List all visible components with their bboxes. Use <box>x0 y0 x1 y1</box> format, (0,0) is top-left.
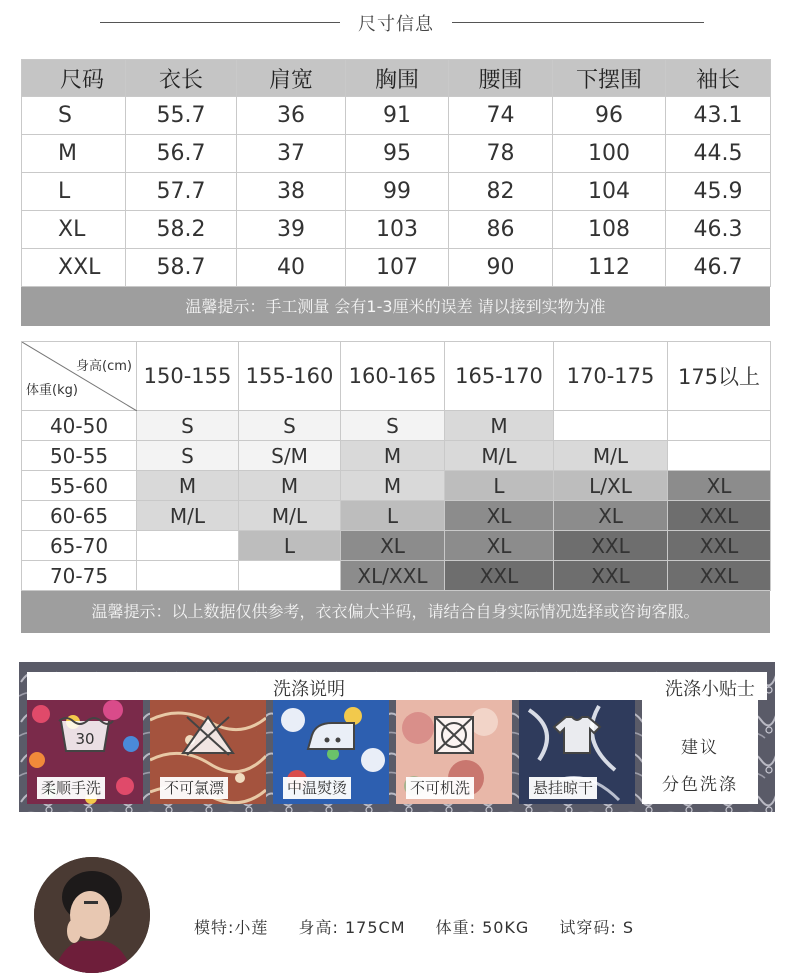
care-item-hand-wash <box>27 700 143 804</box>
table-row <box>22 531 771 561</box>
table-cell: L <box>22 173 126 211</box>
table-row <box>22 441 771 471</box>
size-recommendation-cell: XL <box>445 501 554 531</box>
fit-table <box>21 341 770 633</box>
header-length: 衣长 <box>126 60 237 97</box>
size-recommendation-cell: M/L <box>445 441 554 471</box>
weight-range-cell: 60-65 <box>22 501 137 531</box>
table-cell: 104 <box>553 173 666 211</box>
table-row <box>22 211 771 249</box>
wash-temp: 30 <box>75 730 95 748</box>
table-cell: 56.7 <box>126 135 237 173</box>
table-cell: 44.5 <box>666 135 771 173</box>
size-recommendation-cell: XL <box>445 531 554 561</box>
table-cell: 100 <box>553 135 666 173</box>
height-range-header: 165-170 <box>445 342 554 411</box>
size-recommendation-cell: M <box>137 471 239 501</box>
table-cell: S <box>22 97 126 135</box>
table-row <box>22 501 771 531</box>
header-waist: 腰围 <box>449 60 553 97</box>
table-cell: 46.7 <box>666 249 771 287</box>
table-row <box>22 249 771 287</box>
table-row <box>22 411 771 441</box>
size-recommendation-cell: M/L <box>554 441 668 471</box>
weight-range-cell: 50-55 <box>22 441 137 471</box>
size-recommendation-cell: XL <box>554 501 668 531</box>
section-header <box>0 0 790 42</box>
corner-diagonal <box>22 342 137 411</box>
care-suggestion <box>642 700 758 804</box>
size-recommendation-cell: M <box>239 471 341 501</box>
height-range-header: 150-155 <box>137 342 239 411</box>
table-cell: XXL <box>22 249 126 287</box>
height-axis-label: 身高(cm) <box>76 359 132 374</box>
size-recommendation-cell: M/L <box>137 501 239 531</box>
size-recommendation-cell: XXL <box>668 501 771 531</box>
table-cell: 90 <box>449 249 553 287</box>
table-cell: 36 <box>237 97 346 135</box>
table-cell: XL <box>22 211 126 249</box>
size-recommendation-cell <box>668 441 771 471</box>
table-cell: 82 <box>449 173 553 211</box>
divider-left <box>100 22 340 23</box>
table-cell: 58.7 <box>126 249 237 287</box>
table-cell: 46.3 <box>666 211 771 249</box>
table-row <box>22 97 771 135</box>
model-portrait <box>34 857 150 973</box>
suggestion-line-2: 分色洗涤 <box>662 775 738 795</box>
size-recommendation-cell: L <box>445 471 554 501</box>
size-recommendation-cell: L <box>341 501 445 531</box>
model-info <box>194 915 658 938</box>
size-table-tip: 温馨提示：手工测量 会有1-3厘米的误差 请以接到实物为准 <box>21 287 770 326</box>
header-hem: 下摆围 <box>553 60 666 97</box>
table-cell: 40 <box>237 249 346 287</box>
size-recommendation-cell: S <box>137 411 239 441</box>
table-cell: 45.9 <box>666 173 771 211</box>
weight-range-cell: 70-75 <box>22 561 137 591</box>
weight-range-cell: 65-70 <box>22 531 137 561</box>
care-item-no-bleach <box>150 700 266 804</box>
table-cell: M <box>22 135 126 173</box>
size-recommendation-cell: M <box>341 441 445 471</box>
table-cell: 95 <box>346 135 449 173</box>
size-recommendation-cell: XL <box>341 531 445 561</box>
size-recommendation-cell <box>137 531 239 561</box>
table-row <box>22 471 771 501</box>
table-cell: 107 <box>346 249 449 287</box>
care-label: 中温熨烫 <box>283 777 351 799</box>
care-tips-title: 洗涤小贴士 <box>665 679 755 700</box>
table-cell: 99 <box>346 173 449 211</box>
table-cell: 103 <box>346 211 449 249</box>
table-cell: 57.7 <box>126 173 237 211</box>
size-recommendation-cell: S <box>239 411 341 441</box>
size-recommendation-cell: XXL <box>554 561 668 591</box>
table-cell: 38 <box>237 173 346 211</box>
no-bleach-icon <box>179 713 237 757</box>
size-recommendation-cell: XXL <box>445 561 554 591</box>
hand-wash-30-icon <box>56 713 114 757</box>
size-recommendation-cell <box>554 411 668 441</box>
page-title: 尺寸信息 <box>358 14 434 35</box>
model-size: 试穿码: S <box>559 918 635 937</box>
table-cell: 96 <box>553 97 666 135</box>
size-recommendation-cell: XXL <box>554 531 668 561</box>
size-recommendation-cell: XXL <box>668 561 771 591</box>
size-recommendation-cell: M <box>445 411 554 441</box>
model-name: 模特:小莲 <box>194 918 269 937</box>
table-cell: 43.1 <box>666 97 771 135</box>
fit-table-header <box>22 342 771 411</box>
size-recommendation-cell <box>137 561 239 591</box>
table-cell: 39 <box>237 211 346 249</box>
care-label: 柔顺手洗 <box>37 777 105 799</box>
weight-range-cell: 55-60 <box>22 471 137 501</box>
table-cell: 91 <box>346 97 449 135</box>
no-machine-wash-icon <box>425 713 483 757</box>
care-instructions <box>19 662 775 812</box>
size-recommendation-cell: L <box>239 531 341 561</box>
height-range-header: 155-160 <box>239 342 341 411</box>
size-recommendation-cell: XL/XXL <box>341 561 445 591</box>
size-recommendation-cell: M <box>341 471 445 501</box>
size-table <box>21 59 770 326</box>
suggestion-line-1: 建议 <box>681 738 719 758</box>
table-cell: 55.7 <box>126 97 237 135</box>
hang-dry-icon <box>548 713 606 757</box>
fit-table-corner <box>22 342 137 411</box>
fit-table-tip: 温馨提示：以上数据仅供参考，衣衣偏大半码，请结合自身实际情况选择或咨询客服。 <box>21 591 770 633</box>
weight-range-cell: 40-50 <box>22 411 137 441</box>
size-recommendation-cell: S <box>341 411 445 441</box>
care-title: 洗涤说明 <box>273 679 345 700</box>
care-item-no-machine-wash <box>396 700 512 804</box>
table-cell: 86 <box>449 211 553 249</box>
size-recommendation-cell <box>668 411 771 441</box>
size-table-header <box>22 60 771 97</box>
size-recommendation-cell <box>239 561 341 591</box>
size-recommendation-cell: XL <box>668 471 771 501</box>
table-row <box>22 135 771 173</box>
model-weight: 体重: 50KG <box>435 918 530 937</box>
care-title-bar <box>27 672 767 700</box>
table-cell: 37 <box>237 135 346 173</box>
iron-medium-icon <box>302 713 360 757</box>
header-shoulder: 肩宽 <box>237 60 346 97</box>
model-avatar <box>34 857 150 973</box>
table-cell: 58.2 <box>126 211 237 249</box>
table-cell: 112 <box>553 249 666 287</box>
table-row <box>22 561 771 591</box>
table-cell: 78 <box>449 135 553 173</box>
height-range-header: 175以上 <box>668 342 771 411</box>
table-row <box>22 173 771 211</box>
care-item-hang-dry <box>519 700 635 804</box>
header-size: 尺码 <box>22 60 126 97</box>
header-bust: 胸围 <box>346 60 449 97</box>
size-recommendation-cell: M/L <box>239 501 341 531</box>
weight-axis-label: 体重(kg) <box>26 383 78 398</box>
size-recommendation-cell: XXL <box>668 531 771 561</box>
care-label: 不可机洗 <box>406 777 474 799</box>
table-cell: 74 <box>449 97 553 135</box>
model-height: 身高: 175CM <box>298 918 406 937</box>
care-label: 不可氯漂 <box>160 777 228 799</box>
size-recommendation-cell: S/M <box>239 441 341 471</box>
height-range-header: 160-165 <box>341 342 445 411</box>
divider-right <box>452 22 704 23</box>
care-label: 悬挂晾干 <box>529 777 597 799</box>
care-item-iron <box>273 700 389 804</box>
size-recommendation-cell: L/XL <box>554 471 668 501</box>
header-sleeve: 袖长 <box>666 60 771 97</box>
height-range-header: 170-175 <box>554 342 668 411</box>
size-recommendation-cell: S <box>137 441 239 471</box>
table-cell: 108 <box>553 211 666 249</box>
